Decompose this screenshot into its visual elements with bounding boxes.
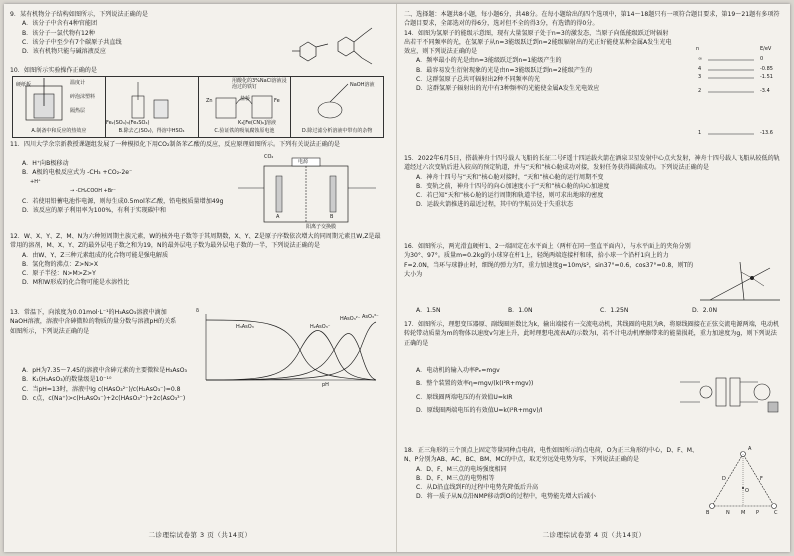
- q10-label-ferric-sulfate: Fe₂(SO₄)₃(Fe₂SO₄): [106, 120, 150, 126]
- q10-cell-b: B.除去乙(SO₂)，得溶中HSO₄: [105, 77, 198, 138]
- q17-option-d: D．原线圈两端电压的有效值U=k(I²R+mgv)/I: [416, 406, 543, 414]
- right-page-footer: 二诊理综试卷第 4 页（共14页）: [542, 530, 646, 539]
- q14-level-2: 2: [698, 88, 702, 94]
- q18: [404, 446, 700, 502]
- q14-level-1: 1: [698, 130, 702, 136]
- q12: [10, 232, 386, 288]
- q14-option-a: A．频率最小的光是由n=3能级跃迁到n=1能级产生的: [416, 57, 562, 65]
- q13-option-b: B．K₁(H₃AsO₃)的数量级是10⁻¹⁰: [22, 376, 112, 384]
- q11-reaction-line-1: +H⁺: [30, 178, 41, 185]
- q12-option-a: A．由W、Y、Z三种元素组成的化合物可能是强电解质: [22, 251, 169, 259]
- q14-energy-4: -0.85: [760, 66, 773, 72]
- q12-option-d: D．M和W形成的化合物可能是水溶性比: [22, 279, 130, 287]
- q11-options-cd: [10, 197, 235, 216]
- q13-option-a: A．pH为7.35～7.45的溶液中含砷元素的主要微粒是H₃AsO₃: [22, 367, 187, 374]
- q13-label-h2aso3: H₂AsO₃⁻: [310, 324, 331, 330]
- q9-stem: 9．某有机物分子结构如图所示，下列说法正确的是: [10, 11, 148, 18]
- q18-option-b: B．D、F、M三点的电势相等: [416, 474, 495, 482]
- q13-stem: 13．常温下，向浓度为0.01mol·L⁻¹的H₃AsO₃溶液中滴加NaOH溶液，溶液中含砷微粒的物质的量分数与溶液pH的关系如图所示，下列说法正确的是: [10, 309, 177, 335]
- q18-triangle-diagram: [706, 450, 780, 512]
- q14-level-3: 3: [698, 74, 702, 80]
- q16-options: [404, 306, 780, 315]
- q10-label-iron-nail: 用酸化的3%NaCl溶液浸泡过的铁钉: [232, 78, 287, 90]
- q18-label-o: O: [745, 488, 749, 494]
- q17-option-c: C．原线圈两端电压的有效值U=kIR: [416, 393, 513, 401]
- q13-label-h3aso3: H₃AsO₃: [236, 324, 254, 330]
- q14-level-inf: ∞: [698, 56, 703, 62]
- q14-axis-e: E/eV: [760, 46, 772, 52]
- q13-label-haso3: HAsO₃²⁻: [340, 316, 361, 322]
- q11-option-b: B．A极的电极反应式为 -CH₃ +CO₂-2e⁻: [22, 169, 133, 177]
- q18-label-m: M: [741, 510, 746, 516]
- q14-energy-level-diagram: [700, 50, 780, 140]
- q17-option-a: A．电动机的输入功率Pₑ=mgv: [416, 367, 500, 374]
- right-page: [404, 10, 784, 546]
- q16-stem: 16．如图所示，两光滑直硬杆1、2一端固定在水平面上（两杆在同一竖直平面内），与水平面上的夹角分别为30°、97°。质量m=0.2kg的小球穿在杆1上，轻绳两端连接杆和球，拾小球一个沿杆1向上的力F=2.0N，当环与球静止时，细绳的弹力为T，重力加速度g=10m/s²，sin37°=0.6，cos37°=0.8，则T的大小为: [404, 243, 694, 278]
- q12-option-c: C．原子半径：N>M>Z>Y: [22, 270, 96, 278]
- q18-label-d: D: [722, 476, 726, 482]
- q11-stem: 11．四川大学余宗新教授课题组发展了一种模拟化下用CO₂制备苯乙酸的反应，反应原理如图所示。下列有关说法正确的是: [10, 141, 341, 148]
- q10-label-insulation: 隔热层: [70, 108, 86, 114]
- q12-stem: 12．W、X、Y、Z、M、N为六种短周期主族元素，W的核外电子数等于其周期数，X、Y、Z是原子序数依次增大的同周期元素且W,Z是最常用的溶剂，M、X、Y、Z的最外层电子数之和为19，N的最外层电子数为最外层电子数的一半，下列说法正确的是: [10, 233, 381, 250]
- q10-label-fe: Fe: [274, 98, 280, 104]
- q10-label-cardboard: 硬纸板: [16, 82, 32, 88]
- q11-label-membrane: 阳离子交换膜: [306, 224, 337, 230]
- q13: [10, 308, 180, 336]
- q14-option-b: B．最容易发生衍射现象的光是由n=3能级跃迁到n=2能级产生的: [416, 66, 593, 74]
- left-page-footer: 二诊理综试卷第 3 页（共14页）: [148, 530, 252, 539]
- q16-option-d: D．2.0N: [692, 307, 718, 314]
- q13-option-c: C．当pH=13时，溶液中Ig c(HAsO₃²⁻)/c(H₂AsO₃⁻)=0.8: [22, 385, 181, 393]
- q18-label-p: P: [756, 510, 760, 516]
- q10-label-naoh: NaOH溶液: [350, 82, 375, 88]
- q12-option-b: B．氢化物的沸点：Z>N>X: [22, 260, 99, 268]
- q13-option-d: D．c点，c(Na⁺)>c(H₂AsO₃⁻)+2c(HAsO₃²⁻)+2c(AsO₃³⁻): [22, 394, 186, 402]
- q17-option-b: B．整个装置的效率η=mgv/(k(I²R+mgv)): [416, 380, 534, 388]
- q10-label-thermometer: 温度计: [70, 80, 86, 86]
- q14-stem: 14．如图为氢原子的能级示意图，现有大量氢原子处于n=3的激发态，当原子向低能级跃迁时辐射出若干不同频率的光，在氢原子从n=3能级跃迁到n=2能级辐射出的光正好能使某种金属A发生光电效应，则下列说法正确的是: [404, 29, 672, 56]
- q16-option-b: B．1.0N: [508, 307, 533, 314]
- q10-label-zn: Zn: [206, 98, 213, 104]
- q11-option-a: A．H⁺向B极移动: [22, 160, 69, 167]
- q15-option-c: C．若已知“天和”核心舱的运行周期和轨道半径，则可求出地球的密度: [416, 192, 604, 200]
- q11-label-b: B: [330, 214, 334, 220]
- page-fold: [396, 4, 397, 552]
- q9: [10, 10, 280, 56]
- q15-option-a: A．神舟十四号与“天和”核心舱对接时，“天和”核心舱的运行周期不变: [416, 173, 604, 181]
- q16-option-a: A．1.5N: [416, 307, 441, 314]
- q10-label-salt-bridge: 盐桥: [240, 96, 251, 102]
- q18-label-b: B: [706, 510, 710, 516]
- q15-option-b: B．变轨之前，神舟十四号的向心加速度小于“天和”核心舱的向心加速度: [416, 182, 610, 190]
- q13-label-aso3: AsO₃³⁻: [362, 314, 379, 320]
- q17: [404, 320, 780, 348]
- q11-label-power: 电源: [298, 159, 309, 165]
- q18-option-c: C．从D沿直线到F的过程中电势先降低后升高: [416, 484, 539, 492]
- q11-label-co2: CO₂: [264, 154, 274, 160]
- q18-label-f: F: [760, 476, 763, 482]
- q10-cell-c: C.验证铁的吸氧腐蚀原电池: [198, 77, 291, 138]
- q18-option-a: A．D、F、M三点的电场强度相同: [416, 465, 507, 473]
- q13-axis-ph: pH: [322, 382, 329, 388]
- q11-label-a: A: [276, 214, 280, 220]
- q15-stem: 15．2022年6月5日，搭载神舟十四号载人飞船的长征二号F遥十四运载火箭在酒泉卫星发射中心点火发射，神舟十四号载人飞船从较低的轨道经过六次变轨后进入较高的预定轨道，并与“天和”核心舱成功对接，发射任务获得圆满成功。下列说法正确的是: [404, 155, 780, 172]
- q18-stem: 18．正三角形的三个顶点上固定等量同种点电荷，电性如图所示的点电荷，O为正三角形的中心，D、F、M、N、P分别为AB、AC、BC、BM、MC的中点，取无穷远处电势为零，下列说法正确的是: [404, 447, 699, 464]
- q16-option-c: C．1.25N: [600, 307, 629, 314]
- q18-label-n: N: [726, 510, 730, 516]
- q14-energy-inf: 0: [760, 56, 764, 62]
- q14-option-d: D．这群氢原子辐射出的光中有3种频率的光能使金属A发生光电效应: [416, 85, 600, 93]
- q16-rods-diagram: [700, 260, 780, 304]
- q10-label-ferricyanide: K₃[Fe(CN)₆]溶液: [238, 120, 277, 126]
- q11-options: [10, 159, 220, 196]
- q18-option-d: D．将一质子从N点沿NMP移动到O的过程中，电势能先增大后减小: [416, 493, 596, 501]
- q11-reaction-line-2: → -CH₂COOH +Br⁻: [70, 187, 116, 194]
- section-instructions: 二、选择题：本题共8小题，每小题6分，共48分。在每小题给出的四个选项中，第14～18题只有一项符合题目要求，第19～21题有多项符合题目要求，全部选对的得6分，选对但不全的得3分，有选错的得0分。: [404, 11, 780, 28]
- q14-energy-1: -13.6: [760, 130, 773, 136]
- q15: [404, 154, 780, 210]
- q10-label-foam: 碎泡沫塑料: [70, 94, 96, 100]
- q11-option-c: C．若使用铅蓄电池作电源，则每生成0.5mol苯乙酸，铅电极质量增加49g: [22, 198, 224, 205]
- q9-molecule-structure: [290, 22, 385, 72]
- q11-electrolysis-cell: [236, 158, 386, 224]
- q13-distribution-chart: [196, 310, 384, 390]
- q9-option-d: D．该有机物只能与碱溶液反应: [22, 48, 106, 56]
- q18-label-c: C: [774, 510, 778, 516]
- q14: [404, 29, 674, 94]
- q14-energy-3: -1.51: [760, 74, 773, 80]
- q9-option-c: C．该分子中至少有7个碳原子共直线: [22, 38, 122, 46]
- q10-apparatus-drawings: [12, 76, 384, 128]
- q17-options: [404, 366, 674, 415]
- q17-transformer-motor-diagram: [678, 362, 782, 418]
- scanned-exam-sheet: [4, 4, 790, 552]
- q14-axis-n: n: [696, 46, 700, 52]
- q15-option-d: D．运载火箭推进的最近过程，其中的宇航员处于失重状态: [416, 201, 574, 209]
- q10-cell-d: D.除过滤分析溶液中带有的杂物: [291, 77, 384, 138]
- q10: [10, 66, 386, 75]
- q11: [10, 140, 386, 149]
- q10-stem: 10．如图所示实验操作正确的是: [10, 67, 97, 74]
- q14-level-4: 4: [698, 66, 702, 72]
- left-page: [10, 10, 390, 546]
- q11-option-d: D．该反应的原子利用率为100%，有利于实现碳中和: [22, 207, 166, 215]
- q14-option-c: C．这群氢原子总共可辐射出2种不同频率的光: [416, 76, 540, 84]
- q17-stem: 17．如图所示，理想变压器原、副线圈匝数比为k，输出端接有一交流电动机，其线圈的电阻为R，将原线圈接在正弦交流电源两端，电动机转轮带动质量为m的物体以速度v匀速上升，此时理想电流表A的示数为I，若不计电动机摩擦带来的能量损耗，重力加速度为g，则下列说法正确的是: [404, 321, 780, 347]
- q9-option-a: A．该分子中含有4种官能团: [22, 20, 98, 28]
- q16: [404, 242, 694, 279]
- q18-label-a: A: [748, 446, 752, 452]
- q13-axis-delta: δ: [196, 308, 200, 314]
- q9-option-b: B．该分子一氯代物有12种: [22, 29, 95, 37]
- q14-energy-2: -3.4: [760, 88, 770, 94]
- q10-cell-a: A.制备中和反应的热效应: [13, 77, 106, 138]
